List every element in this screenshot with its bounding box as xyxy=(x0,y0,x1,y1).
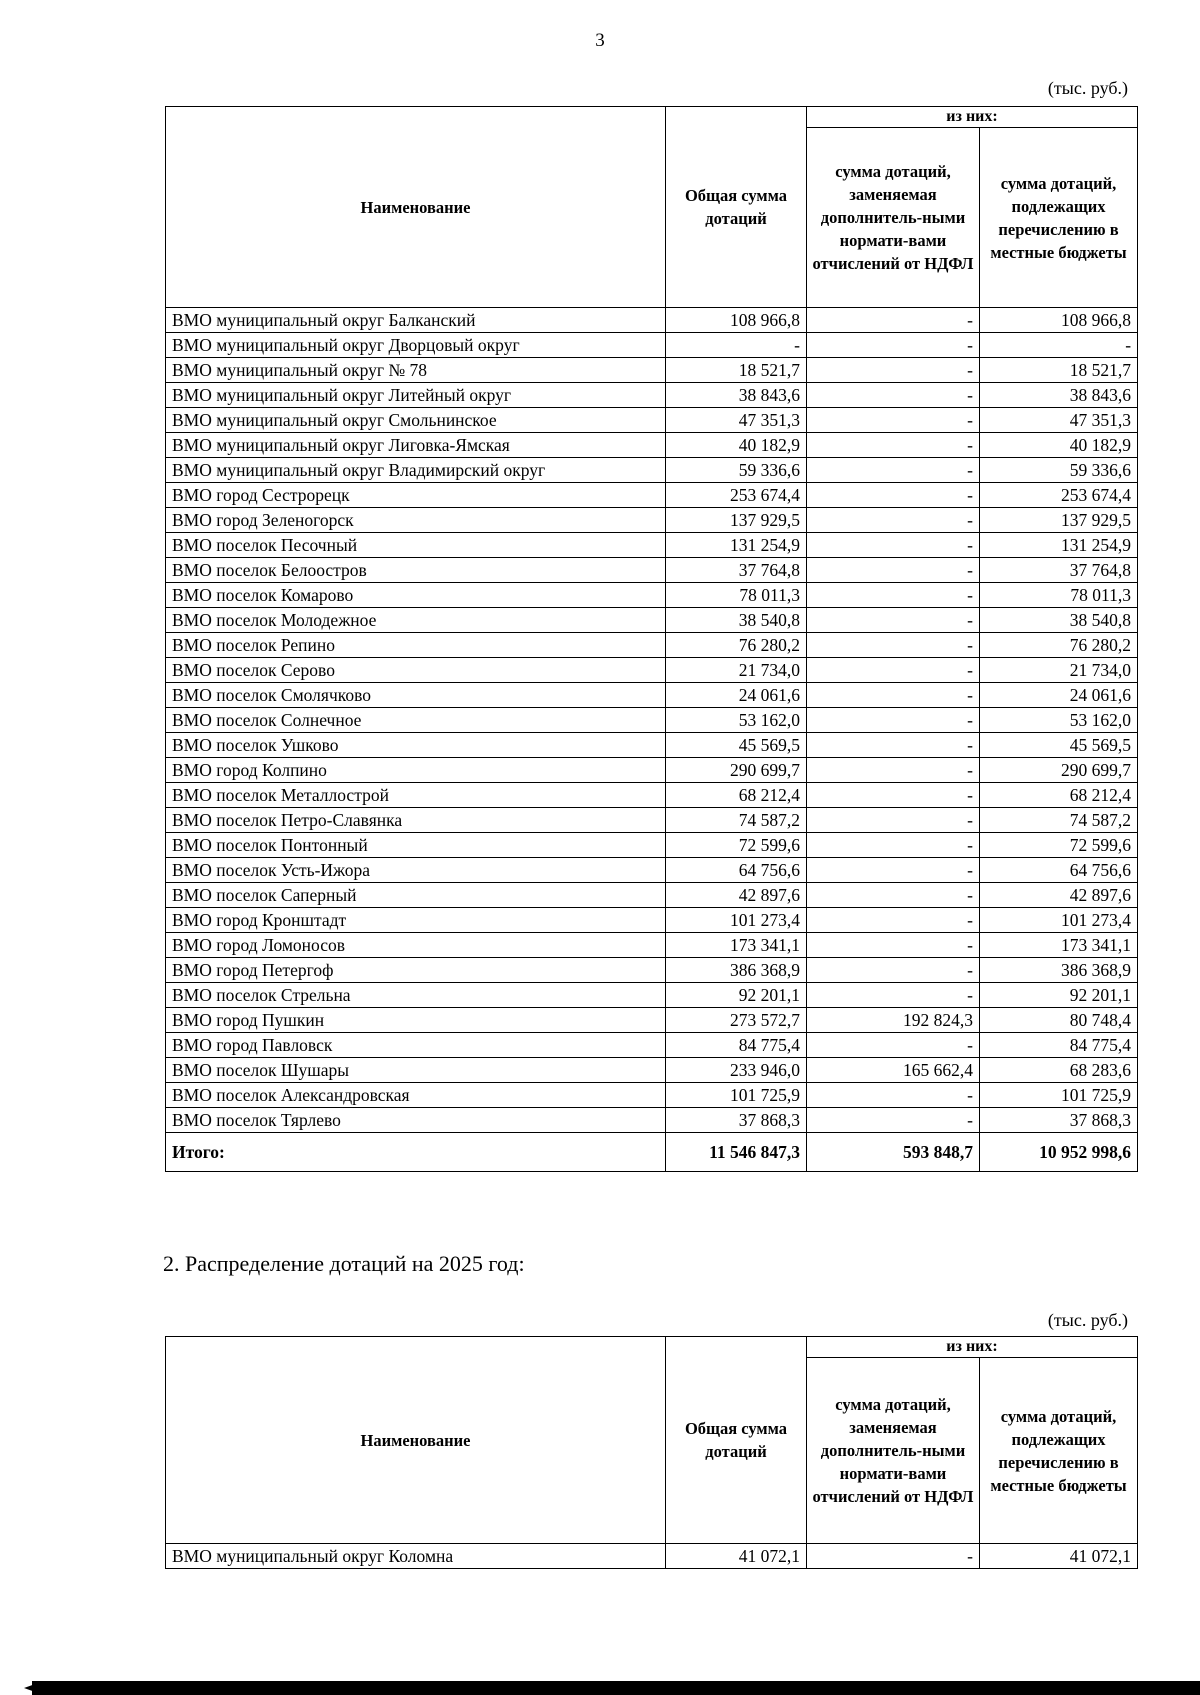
row-transferred: 76 280,2 xyxy=(980,633,1138,658)
table-row xyxy=(166,833,1138,858)
row-transferred: 74 587,2 xyxy=(980,808,1138,833)
row-replaced: - xyxy=(807,533,980,558)
row-total: 78 011,3 xyxy=(666,583,807,608)
table-row xyxy=(166,608,1138,633)
row-total: 131 254,9 xyxy=(666,533,807,558)
row-total: 18 521,7 xyxy=(666,358,807,383)
row-name: ВМО город Колпино xyxy=(166,758,666,783)
row-transferred: 37 764,8 xyxy=(980,558,1138,583)
row-name: ВМО поселок Смолячково xyxy=(166,683,666,708)
row-name: ВМО поселок Комарово xyxy=(166,583,666,608)
row-name: ВМО поселок Металлострой xyxy=(166,783,666,808)
table-row xyxy=(166,783,1138,808)
row-name: ВМО город Павловск xyxy=(166,1033,666,1058)
row-transferred: 108 966,8 xyxy=(980,308,1138,333)
row-transferred: 131 254,9 xyxy=(980,533,1138,558)
row-total: 42 897,6 xyxy=(666,883,807,908)
row-replaced: - xyxy=(807,733,980,758)
row-total: 72 599,6 xyxy=(666,833,807,858)
row-name: ВМО муниципальный округ Литейный округ xyxy=(166,383,666,408)
table-row xyxy=(166,708,1138,733)
table-row xyxy=(166,908,1138,933)
table-row xyxy=(166,583,1138,608)
row-replaced: - xyxy=(807,558,980,583)
row-replaced: - xyxy=(807,708,980,733)
row-total: 101 273,4 xyxy=(666,908,807,933)
row-replaced: - xyxy=(807,808,980,833)
row-name: ВМО поселок Александровская xyxy=(166,1083,666,1108)
row-name: ВМО город Сестрорецк xyxy=(166,483,666,508)
row-transferred: 18 521,7 xyxy=(980,358,1138,383)
row-total: 59 336,6 xyxy=(666,458,807,483)
row-name: ВМО город Петергоф xyxy=(166,958,666,983)
row-name: ВМО муниципальный округ Владимирский округ xyxy=(166,458,666,483)
row-replaced: - xyxy=(807,583,980,608)
row-name: ВМО поселок Солнечное xyxy=(166,708,666,733)
row-name: ВМО поселок Стрельна xyxy=(166,983,666,1008)
row-total: 273 572,7 xyxy=(666,1008,807,1033)
row-total: 137 929,5 xyxy=(666,508,807,533)
table-row xyxy=(166,483,1138,508)
row-transferred: - xyxy=(980,333,1138,358)
row-transferred: 59 336,6 xyxy=(980,458,1138,483)
table-row xyxy=(166,308,1138,333)
table-row xyxy=(166,1544,1138,1569)
table-row xyxy=(166,983,1138,1008)
table-row xyxy=(166,558,1138,583)
table-row xyxy=(166,1033,1138,1058)
row-replaced: - xyxy=(807,458,980,483)
row-total: 24 061,6 xyxy=(666,683,807,708)
row-transferred: 47 351,3 xyxy=(980,408,1138,433)
table-row xyxy=(166,533,1138,558)
table-row xyxy=(166,358,1138,383)
row-name: ВМО город Зеленогорск xyxy=(166,508,666,533)
table-row xyxy=(166,958,1138,983)
row-total: 37 764,8 xyxy=(666,558,807,583)
row-transferred: 21 734,0 xyxy=(980,658,1138,683)
subsidy-table-1 xyxy=(165,106,1138,1172)
row-transferred: 101 725,9 xyxy=(980,1083,1138,1108)
total-row xyxy=(166,1133,1138,1172)
table-row xyxy=(166,1008,1138,1033)
row-transferred: 68 212,4 xyxy=(980,783,1138,808)
table-row xyxy=(166,508,1138,533)
row-replaced: - xyxy=(807,1108,980,1133)
row-name: ВМО муниципальный округ Дворцовый округ xyxy=(166,333,666,358)
row-replaced: - xyxy=(807,358,980,383)
table-row xyxy=(166,733,1138,758)
row-total: 11 546 847,3 xyxy=(666,1133,807,1172)
row-replaced: - xyxy=(807,508,980,533)
row-total: 53 162,0 xyxy=(666,708,807,733)
row-name: Итого: xyxy=(166,1133,666,1172)
table-row xyxy=(166,1108,1138,1133)
row-replaced: - xyxy=(807,833,980,858)
row-replaced: - xyxy=(807,983,980,1008)
row-total: 173 341,1 xyxy=(666,933,807,958)
row-total: 92 201,1 xyxy=(666,983,807,1008)
row-name: ВМО поселок Усть-Ижора xyxy=(166,858,666,883)
row-replaced: - xyxy=(807,608,980,633)
table-row xyxy=(166,408,1138,433)
row-name: ВМО поселок Серово xyxy=(166,658,666,683)
row-total: 84 775,4 xyxy=(666,1033,807,1058)
header-transferred: сумма дотаций, подлежащих перечислению в местные бюджеты xyxy=(980,1358,1138,1544)
row-total: 47 351,3 xyxy=(666,408,807,433)
header-group: из них: xyxy=(807,1337,1138,1358)
row-transferred: 92 201,1 xyxy=(980,983,1138,1008)
row-transferred: 64 756,6 xyxy=(980,858,1138,883)
row-name: ВМО поселок Молодежное xyxy=(166,608,666,633)
row-replaced: - xyxy=(807,783,980,808)
row-total: 76 280,2 xyxy=(666,633,807,658)
row-transferred: 386 368,9 xyxy=(980,958,1138,983)
row-transferred: 68 283,6 xyxy=(980,1058,1138,1083)
row-replaced: - xyxy=(807,1083,980,1108)
table-row xyxy=(166,433,1138,458)
row-transferred: 41 072,1 xyxy=(980,1544,1138,1569)
row-replaced: - xyxy=(807,908,980,933)
row-name: ВМО муниципальный округ № 78 xyxy=(166,358,666,383)
row-replaced: - xyxy=(807,633,980,658)
row-total: 74 587,2 xyxy=(666,808,807,833)
row-total: 386 368,9 xyxy=(666,958,807,983)
row-total: 21 734,0 xyxy=(666,658,807,683)
row-name: ВМО поселок Репино xyxy=(166,633,666,658)
units-label-2: (тыс. руб.) xyxy=(1047,1310,1128,1330)
header-replaced: сумма дотаций, заменяемая дополнитель-ными нормати-вами отчислений от НДФЛ xyxy=(807,128,980,308)
table-row xyxy=(166,633,1138,658)
row-transferred: 24 061,6 xyxy=(980,683,1138,708)
row-transferred: 253 674,4 xyxy=(980,483,1138,508)
row-name: ВМО поселок Понтонный xyxy=(166,833,666,858)
row-transferred: 173 341,1 xyxy=(980,933,1138,958)
header-name: Наименование xyxy=(166,107,666,308)
row-transferred: 72 599,6 xyxy=(980,833,1138,858)
row-replaced: - xyxy=(807,408,980,433)
row-name: ВМО муниципальный округ Коломна xyxy=(166,1544,666,1569)
row-total: 40 182,9 xyxy=(666,433,807,458)
row-total: 68 212,4 xyxy=(666,783,807,808)
header-total: Общая сумма дотаций xyxy=(666,1337,807,1544)
row-name: ВМО город Кронштадт xyxy=(166,908,666,933)
row-transferred: 37 868,3 xyxy=(980,1108,1138,1133)
row-replaced: - xyxy=(807,333,980,358)
table-row xyxy=(166,658,1138,683)
row-total: 233 946,0 xyxy=(666,1058,807,1083)
row-transferred: 38 843,6 xyxy=(980,383,1138,408)
row-replaced: - xyxy=(807,958,980,983)
row-name: ВМО поселок Саперный xyxy=(166,883,666,908)
table-row xyxy=(166,933,1138,958)
row-transferred: 290 699,7 xyxy=(980,758,1138,783)
row-total: 37 868,3 xyxy=(666,1108,807,1133)
header-replaced: сумма дотаций, заменяемая дополнитель-ными нормати-вами отчислений от НДФЛ xyxy=(807,1358,980,1544)
table-row xyxy=(166,808,1138,833)
row-name: ВМО город Ломоносов xyxy=(166,933,666,958)
row-name: ВМО муниципальный округ Лиговка-Ямская xyxy=(166,433,666,458)
row-replaced: - xyxy=(807,483,980,508)
row-name: ВМО поселок Ушково xyxy=(166,733,666,758)
row-replaced: - xyxy=(807,308,980,333)
row-transferred: 38 540,8 xyxy=(980,608,1138,633)
table-row xyxy=(166,683,1138,708)
row-transferred: 84 775,4 xyxy=(980,1033,1138,1058)
header-group: из них: xyxy=(807,107,1138,128)
row-total: 41 072,1 xyxy=(666,1544,807,1569)
header-transferred: сумма дотаций, подлежащих перечислению в местные бюджеты xyxy=(980,128,1138,308)
row-name: ВМО поселок Шушары xyxy=(166,1058,666,1083)
row-replaced: - xyxy=(807,933,980,958)
row-total: 64 756,6 xyxy=(666,858,807,883)
row-transferred: 53 162,0 xyxy=(980,708,1138,733)
row-replaced: - xyxy=(807,758,980,783)
row-total: 108 966,8 xyxy=(666,308,807,333)
row-transferred: 101 273,4 xyxy=(980,908,1138,933)
row-name: ВМО муниципальный округ Смольнинское xyxy=(166,408,666,433)
row-name: ВМО поселок Белоостров xyxy=(166,558,666,583)
page-edge-bar xyxy=(32,1681,1200,1695)
row-name: ВМО город Пушкин xyxy=(166,1008,666,1033)
row-replaced: - xyxy=(807,683,980,708)
row-transferred: 45 569,5 xyxy=(980,733,1138,758)
header-name: Наименование xyxy=(166,1337,666,1544)
row-transferred: 40 182,9 xyxy=(980,433,1138,458)
row-transferred: 80 748,4 xyxy=(980,1008,1138,1033)
row-replaced: - xyxy=(807,858,980,883)
table-row xyxy=(166,1083,1138,1108)
row-name: ВМО поселок Петро-Славянка xyxy=(166,808,666,833)
row-transferred: 42 897,6 xyxy=(980,883,1138,908)
page-number: 3 xyxy=(595,30,605,51)
row-replaced: - xyxy=(807,383,980,408)
table-row xyxy=(166,1058,1138,1083)
table-row xyxy=(166,333,1138,358)
row-total: 253 674,4 xyxy=(666,483,807,508)
row-total: 290 699,7 xyxy=(666,758,807,783)
header-total: Общая сумма дотаций xyxy=(666,107,807,308)
table-row xyxy=(166,383,1138,408)
row-name: ВМО поселок Тярлево xyxy=(166,1108,666,1133)
row-replaced: 593 848,7 xyxy=(807,1133,980,1172)
row-transferred: 78 011,3 xyxy=(980,583,1138,608)
table-row xyxy=(166,858,1138,883)
row-replaced: - xyxy=(807,1033,980,1058)
table-row xyxy=(166,758,1138,783)
row-replaced: - xyxy=(807,658,980,683)
row-replaced: 192 824,3 xyxy=(807,1008,980,1033)
section-2-title: 2. Распределение дотаций на 2025 год: xyxy=(163,1251,525,1276)
row-total: 38 843,6 xyxy=(666,383,807,408)
table-row xyxy=(166,883,1138,908)
units-label: (тыс. руб.) xyxy=(1047,78,1128,98)
row-replaced: - xyxy=(807,1544,980,1569)
row-transferred: 137 929,5 xyxy=(980,508,1138,533)
row-name: ВМО муниципальный округ Балканский xyxy=(166,308,666,333)
row-transferred: 10 952 998,6 xyxy=(980,1133,1138,1172)
row-total: 45 569,5 xyxy=(666,733,807,758)
row-name: ВМО поселок Песочный xyxy=(166,533,666,558)
table-row xyxy=(166,458,1138,483)
row-total: - xyxy=(666,333,807,358)
row-total: 38 540,8 xyxy=(666,608,807,633)
row-replaced: - xyxy=(807,433,980,458)
subsidy-table-2 xyxy=(165,1336,1138,1569)
row-total: 101 725,9 xyxy=(666,1083,807,1108)
row-replaced: - xyxy=(807,883,980,908)
row-replaced: 165 662,4 xyxy=(807,1058,980,1083)
